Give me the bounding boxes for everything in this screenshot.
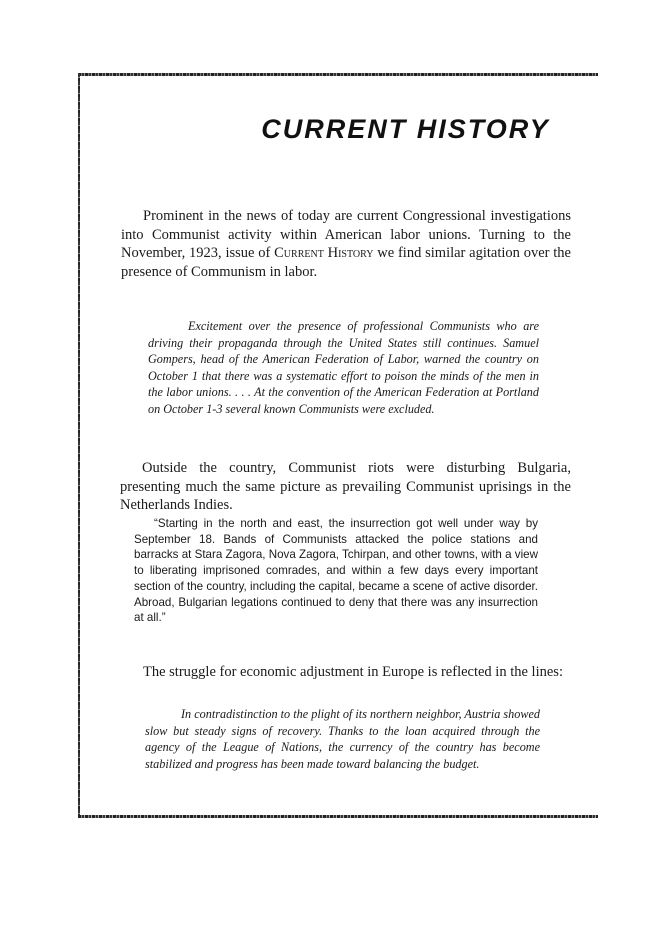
bottom-border-rule (78, 815, 598, 818)
bulgaria-paragraph: Outside the country, Communist riots were disturbing Bulgaria, presenting much the same picture as prevailing Communist uprisings in the Netherlands Indies. (120, 460, 571, 514)
austria-quote: In contradistinction to the plight of its northern neighbor, Austria showed slow but steady signs of recovery. Thanks to the loan acquired through the agency of the League of Nations, the currency of the country has become stabilized and progress has been made toward balancing the budget. (145, 707, 540, 771)
magazine-name: Current History (274, 245, 374, 262)
labor-quote: Excitement over the presence of professional Communists who are driving their propaganda through the United States still continues. Samuel Gompers, head of the American Federation of Labor, warned the country on October 1 that there was a systematic effort to poison the minds of the men in the labor unions. . . . At the convention of the American Federation at Portland on October 1-3 several known Communists were excluded. (148, 319, 539, 416)
page-title: CURRENT HISTORY (261, 114, 550, 144)
left-border-rule (78, 73, 80, 818)
europe-paragraph: The struggle for economic adjustment in Europe is reflected in the lines: (143, 664, 563, 680)
intro-paragraph (121, 207, 571, 281)
bulgaria-quote: “Starting in the north and east, the insurrection got well under way by September 18. Bands of Communists attacked the police stations and barracks at Stara Zagora, Nova Zagora, Tchirpan, and other towns, with a view to liberating imprisoned comrades, and within a few days every important section of the country, including the capital, became a scene of active disorder. Abroad, Bulgarian legations continued to deny that there was any insurrection at all.” (134, 517, 538, 625)
intro-text-before: Prominent in the news of today are current Congressional investigations into Communist activity within American labor unions. Turning to the November, 1923, issue of (121, 208, 571, 262)
intro-text-after: we find similar agitation over the presence of Communism in labor. (121, 245, 571, 280)
top-border-rule (78, 73, 598, 76)
